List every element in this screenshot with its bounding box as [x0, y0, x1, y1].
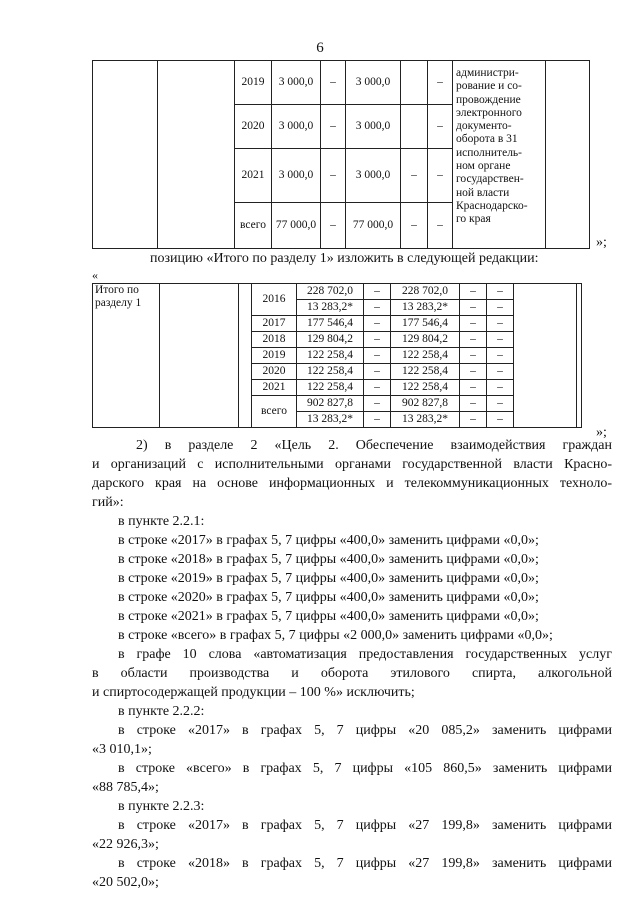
- dash-cell: –: [460, 380, 487, 396]
- value-cell: 3 000,0: [272, 149, 321, 203]
- value-cell: 129 804,2: [297, 332, 364, 348]
- value-cell: 122 258,4: [297, 364, 364, 380]
- dash-cell: –: [321, 61, 346, 105]
- year-cell: всего: [235, 203, 272, 249]
- p222a-line2: «3 010,1»;: [92, 742, 152, 757]
- dash-cell: –: [487, 412, 514, 428]
- admin-text-line: документо-: [456, 120, 512, 133]
- value-cell: 13 283,2*: [391, 412, 460, 428]
- admin-text-line: ной власти: [456, 186, 510, 199]
- empty-cell: [577, 284, 582, 428]
- dash-cell: –: [364, 300, 391, 316]
- dash-cell: –: [401, 149, 428, 203]
- value-cell: 77 000,0: [346, 203, 401, 249]
- dash-cell: [401, 105, 428, 149]
- value-cell: 13 283,2*: [297, 300, 364, 316]
- value-cell: 902 827,8: [391, 396, 460, 412]
- p223b-line2: «20 502,0»;: [92, 875, 159, 890]
- close-quote-1: »;: [596, 235, 607, 250]
- item-2-2-1: в пункте 2.2.1:: [118, 514, 205, 529]
- dash-cell: –: [364, 332, 391, 348]
- year-cell: 2020: [252, 364, 297, 380]
- admin-text-line: ном органе: [456, 160, 511, 173]
- dash-cell: –: [487, 380, 514, 396]
- line-2017: в строке «2017» в графах 5, 7 цифры «400,0» заменить цифрами «0,0»;: [118, 533, 539, 548]
- dash-cell: –: [364, 380, 391, 396]
- dash-cell: –: [364, 316, 391, 332]
- dash-cell: –: [321, 203, 346, 249]
- admin-text-line: провождение: [456, 93, 521, 106]
- value-cell: 122 258,4: [391, 380, 460, 396]
- dash-cell: –: [487, 348, 514, 364]
- line-2018: в строке «2018» в графах 5, 7 цифры «400,0» заменить цифрами «0,0»;: [118, 552, 539, 567]
- value-cell: 122 258,4: [391, 348, 460, 364]
- section2-heading-line3: дарского края на основе информационных и телекоммуникационных техноло-: [92, 476, 612, 491]
- value-cell: 13 283,2*: [297, 412, 364, 428]
- value-cell: 77 000,0: [272, 203, 321, 249]
- year-cell: 2017: [252, 316, 297, 332]
- empty-cell: [239, 284, 252, 428]
- year-cell: 2019: [252, 348, 297, 364]
- year-cell: 2021: [252, 380, 297, 396]
- admin-text-line: го края: [456, 213, 491, 226]
- empty-cell: [158, 61, 235, 249]
- dash-cell: –: [487, 300, 514, 316]
- item-2-2-3: в пункте 2.2.3:: [118, 799, 205, 814]
- intro-line: позицию «Итого по разделу 1» изложить в следующей редакции:: [150, 251, 539, 266]
- section2-heading-line2: и организаций с исполнительными органами государственной власти Красно-: [92, 457, 612, 472]
- year-cell: 2021: [235, 149, 272, 203]
- dash-cell: –: [364, 396, 391, 412]
- table-row: [93, 284, 582, 300]
- table-total-section1: [92, 283, 582, 428]
- dash-cell: –: [460, 364, 487, 380]
- table-row: [93, 61, 590, 105]
- year-cell: 2016: [252, 284, 297, 316]
- admin-text-line: рование и со-: [456, 80, 522, 93]
- dash-cell: [401, 61, 428, 105]
- dash-cell: –: [428, 149, 453, 203]
- dash-cell: –: [460, 332, 487, 348]
- dash-cell: –: [487, 396, 514, 412]
- line-vsego: в строке «всего» в графах 5, 7 цифры «2 000,0» заменить цифрами «0,0»;: [118, 628, 553, 643]
- dash-cell: –: [364, 364, 391, 380]
- value-cell: 122 258,4: [391, 364, 460, 380]
- year-cell: всего: [252, 396, 297, 428]
- value-cell: 129 804,2: [391, 332, 460, 348]
- dash-cell: –: [364, 348, 391, 364]
- p223b-line1: в строке «2018» в графах 5, 7 цифры «27 199,8» заменить цифрами: [118, 856, 612, 871]
- admin-text-line: исполнитель-: [456, 146, 523, 159]
- admin-text-line: администри-: [456, 67, 519, 79]
- dash-cell: –: [321, 105, 346, 149]
- line-2021: в строке «2021» в графах 5, 7 цифры «400,0» заменить цифрами «0,0»;: [118, 609, 539, 624]
- p223a-line1: в строке «2017» в графах 5, 7 цифры «27 199,8» заменить цифрами: [118, 818, 612, 833]
- dash-cell: –: [460, 316, 487, 332]
- dash-cell: –: [460, 396, 487, 412]
- p222b-line2: «88 785,4»;: [92, 780, 159, 795]
- close-quote-2: »;: [596, 425, 607, 440]
- p223a-line2: «22 926,3»;: [92, 837, 159, 852]
- empty-cell: [514, 284, 577, 428]
- dash-cell: –: [321, 149, 346, 203]
- dash-cell: –: [428, 61, 453, 105]
- value-cell: 3 000,0: [272, 105, 321, 149]
- value-cell: 902 827,8: [297, 396, 364, 412]
- dash-cell: –: [487, 284, 514, 300]
- table-section1-tail: [92, 60, 590, 249]
- item-2-2-2: в пункте 2.2.2:: [118, 704, 205, 719]
- empty-cell: [546, 61, 590, 249]
- dash-cell: –: [428, 203, 453, 249]
- value-cell: 13 283,2*: [391, 300, 460, 316]
- empty-cell: [160, 284, 239, 428]
- admin-text-line: государствен-: [456, 173, 524, 186]
- section2-heading-line4: гий»:: [92, 495, 124, 510]
- value-cell: 3 000,0: [272, 61, 321, 105]
- value-cell: 228 702,0: [297, 284, 364, 300]
- dash-cell: –: [487, 316, 514, 332]
- dash-cell: –: [460, 284, 487, 300]
- value-cell: 228 702,0: [391, 284, 460, 300]
- dash-cell: –: [460, 300, 487, 316]
- value-cell: 177 546,4: [297, 316, 364, 332]
- line-2019: в строке «2019» в графах 5, 7 цифры «400,0» заменить цифрами «0,0»;: [118, 571, 539, 586]
- value-cell: 3 000,0: [346, 61, 401, 105]
- admin-text-cell: [453, 61, 546, 249]
- admin-text-line: электронного: [456, 106, 522, 119]
- year-cell: 2019: [235, 61, 272, 105]
- dash-cell: –: [401, 203, 428, 249]
- page-number: 6: [316, 40, 324, 56]
- value-cell: 3 000,0: [346, 149, 401, 203]
- dash-cell: –: [364, 284, 391, 300]
- dash-cell: –: [460, 348, 487, 364]
- section2-heading-line1: 2) в разделе 2 «Цель 2. Обеспечение взаимодействия граждан: [136, 438, 612, 453]
- value-cell: 122 258,4: [297, 380, 364, 396]
- dash-cell: –: [364, 412, 391, 428]
- admin-text-line: оборота в 31: [456, 133, 518, 146]
- year-cell: 2018: [252, 332, 297, 348]
- total-label-cell: Итого по разделу 1: [93, 284, 160, 428]
- p222a-line1: в строке «2017» в графах 5, 7 цифры «20 085,2» заменить цифрами: [118, 723, 612, 738]
- empty-cell: [93, 61, 158, 249]
- line-2020: в строке «2020» в графах 5, 7 цифры «400,0» заменить цифрами «0,0»;: [118, 590, 539, 605]
- year-cell: 2020: [235, 105, 272, 149]
- open-quote: «: [92, 268, 98, 282]
- value-cell: 177 546,4: [391, 316, 460, 332]
- value-cell: 122 258,4: [297, 348, 364, 364]
- graph10-line3: и спиртосодержащей продукции – 100 %» исключить;: [92, 685, 415, 700]
- dash-cell: –: [487, 332, 514, 348]
- graph10-line1: в графе 10 слова «автоматизация предоставления государственных услуг: [118, 647, 612, 662]
- graph10-line2: в области производства и оборота этилового спирта, алкогольной: [92, 666, 612, 681]
- p222b-line1: в строке «всего» в графах 5, 7 цифры «105 860,5» заменить цифрами: [118, 761, 612, 776]
- dash-cell: –: [487, 364, 514, 380]
- admin-text-line: Краснодарско-: [456, 199, 528, 212]
- dash-cell: –: [460, 412, 487, 428]
- dash-cell: –: [428, 105, 453, 149]
- value-cell: 3 000,0: [346, 105, 401, 149]
